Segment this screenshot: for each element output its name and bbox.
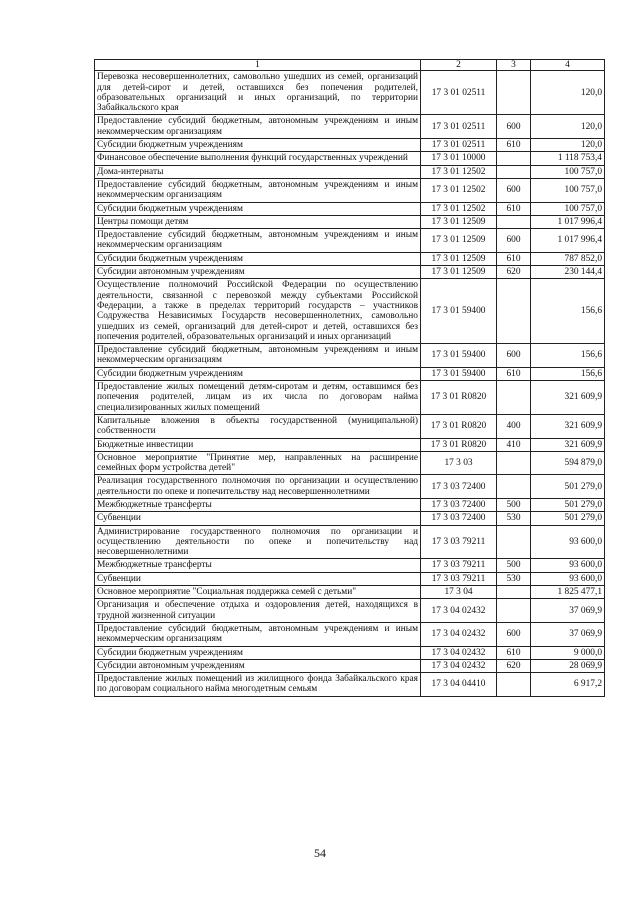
row-code-cell: 17 3 04 04410	[421, 673, 497, 697]
row-sum-cell: 6 917,2	[531, 673, 605, 697]
row-type-cell	[497, 381, 531, 415]
row-name-cell: Субсидии бюджетным учреждениям	[95, 367, 421, 380]
row-type-cell: 500	[497, 498, 531, 511]
table-row	[95, 512, 605, 525]
row-sum-cell: 321 609,9	[531, 414, 605, 438]
table-row	[95, 438, 605, 451]
row-type-cell: 620	[497, 659, 531, 672]
row-code-cell: 17 3 01 12509	[421, 266, 497, 279]
table-row	[95, 71, 605, 115]
table-row	[95, 115, 605, 139]
row-code-cell: 17 3 03 72400	[421, 512, 497, 525]
row-type-cell: 620	[497, 266, 531, 279]
table-header-row	[95, 60, 605, 71]
row-sum-cell: 1 017 996,4	[531, 229, 605, 253]
row-name-cell: Субсидии автономным учреждениям	[95, 659, 421, 672]
row-sum-cell: 501 279,0	[531, 475, 605, 499]
row-sum-cell: 37 069,9	[531, 622, 605, 646]
row-code-cell: 17 3 01 12509	[421, 252, 497, 265]
table-row	[95, 622, 605, 646]
row-name-cell: Капитальные вложения в объекты государственной (муниципальной) собственности	[95, 414, 421, 438]
row-sum-cell: 1 017 996,4	[531, 215, 605, 228]
row-code-cell: 17 3 01 12509	[421, 215, 497, 228]
table-row	[95, 178, 605, 202]
row-type-cell: 400	[497, 414, 531, 438]
row-type-cell: 600	[497, 344, 531, 368]
row-name-cell: Предоставление субсидий бюджетным, автономным учреждениям и иным некоммерческим организациям	[95, 229, 421, 253]
row-name-cell: Предоставление жилых помещений из жилищного фонда Забайкальского края по договорам социального найма многодетным семьям	[95, 673, 421, 697]
row-sum-cell: 156,6	[531, 279, 605, 344]
row-type-cell	[497, 673, 531, 697]
table-row	[95, 599, 605, 623]
row-code-cell: 17 3 01 02511	[421, 139, 497, 152]
row-name-cell: Субсидии бюджетным учреждениям	[95, 646, 421, 659]
row-type-cell: 610	[497, 646, 531, 659]
table-row	[95, 525, 605, 559]
row-code-cell: 17 3 03	[421, 451, 497, 475]
table-row	[95, 586, 605, 599]
row-type-cell: 600	[497, 178, 531, 202]
table-row	[95, 559, 605, 572]
table-row	[95, 646, 605, 659]
row-name-cell: Основное мероприятие "Принятие мер, направленных на расширение семейных форм устройства детей"	[95, 451, 421, 475]
row-sum-cell: 9 000,0	[531, 646, 605, 659]
row-type-cell	[497, 152, 531, 165]
row-name-cell: Предоставление субсидий бюджетным, автономным учреждениям и иным некоммерческим организациям	[95, 622, 421, 646]
row-name-cell: Субсидии бюджетным учреждениям	[95, 139, 421, 152]
row-name-cell: Предоставление субсидий бюджетным, автономным учреждениям и иным некоммерческим организациям	[95, 344, 421, 368]
table-row	[95, 475, 605, 499]
row-type-cell: 500	[497, 559, 531, 572]
row-type-cell	[497, 475, 531, 499]
table-row	[95, 279, 605, 344]
row-type-cell: 610	[497, 252, 531, 265]
row-name-cell: Бюджетные инвестиции	[95, 438, 421, 451]
row-name-cell: Субвенции	[95, 512, 421, 525]
table-row	[95, 414, 605, 438]
row-code-cell: 17 3 04 02432	[421, 599, 497, 623]
row-sum-cell: 230 144,4	[531, 266, 605, 279]
table-row	[95, 139, 605, 152]
row-type-cell: 530	[497, 572, 531, 585]
row-sum-cell: 501 279,0	[531, 498, 605, 511]
table-row	[95, 498, 605, 511]
table-row	[95, 229, 605, 253]
table-row	[95, 381, 605, 415]
row-sum-cell: 156,6	[531, 344, 605, 368]
row-name-cell: Субсидии автономным учреждениям	[95, 266, 421, 279]
row-name-cell: Перевозка несовершеннолетних, самовольно ушедших из семей, организаций для детей-сирот и детей, оставшихся без попечения родителей, образовательных организаций и иных организаций, по территории Забайкальского края	[95, 71, 421, 115]
row-code-cell: 17 3 04 02432	[421, 659, 497, 672]
row-sum-cell: 787 852,0	[531, 252, 605, 265]
table-row	[95, 572, 605, 585]
row-code-cell: 17 3 03 79211	[421, 559, 497, 572]
row-name-cell: Администрирование государственного полномочия по организации и осуществлению деятельности по опеке и попечительству над несовершеннолетними	[95, 525, 421, 559]
row-sum-cell: 321 609,9	[531, 381, 605, 415]
row-name-cell: Основное мероприятие "Социальная поддержка семей с детьми"	[95, 586, 421, 599]
row-code-cell: 17 3 01 R0820	[421, 438, 497, 451]
table-row	[95, 673, 605, 697]
row-type-cell	[497, 451, 531, 475]
row-code-cell: 17 3 01 10000	[421, 152, 497, 165]
table-row	[95, 266, 605, 279]
table-row	[95, 659, 605, 672]
row-name-cell: Субсидии бюджетным учреждениям	[95, 252, 421, 265]
row-name-cell: Предоставление субсидий бюджетным, автономным учреждениям и иным некоммерческим организациям	[95, 115, 421, 139]
row-code-cell: 17 3 01 R0820	[421, 414, 497, 438]
row-sum-cell: 120,0	[531, 71, 605, 115]
row-sum-cell: 1 825 477,1	[531, 586, 605, 599]
row-name-cell: Финансовое обеспечение выполнения функций государственных учреждений	[95, 152, 421, 165]
row-sum-cell: 100 757,0	[531, 202, 605, 215]
row-code-cell: 17 3 01 12502	[421, 178, 497, 202]
row-type-cell: 610	[497, 202, 531, 215]
table-row	[95, 252, 605, 265]
row-sum-cell: 93 600,0	[531, 559, 605, 572]
row-name-cell: Субвенции	[95, 572, 421, 585]
table-row	[95, 367, 605, 380]
row-name-cell: Реализация государственного полномочия по организации и осуществлению деятельности по опеке и попечительству над несовершеннолетними	[95, 475, 421, 499]
row-name-cell: Субсидии бюджетным учреждениям	[95, 202, 421, 215]
row-code-cell: 17 3 01 12509	[421, 229, 497, 253]
row-code-cell: 17 3 01 12502	[421, 202, 497, 215]
table-row	[95, 152, 605, 165]
row-name-cell: Организация и обеспечение отдыха и оздоровления детей, находящихся в трудной жизненной ситуации	[95, 599, 421, 623]
row-name-cell: Осуществление полномочий Российской Федерации по осуществлению деятельности, связанной с перевозкой между субъектами Российской Федерации, а также в пределах территорий государств – участников Содружества Независимых Государств несовершеннолетних, самовольно ушедших из семей, организаций для детей-сирот и детей, оставшихся без попечения родителей, образовательных организаций и иных организаций	[95, 279, 421, 344]
row-name-cell: Межбюджетные трансферты	[95, 498, 421, 511]
row-sum-cell: 100 757,0	[531, 165, 605, 178]
row-code-cell: 17 3 01 59400	[421, 279, 497, 344]
row-type-cell	[497, 279, 531, 344]
header-sum-column: 4	[531, 60, 605, 71]
table-row	[95, 344, 605, 368]
row-sum-cell: 93 600,0	[531, 525, 605, 559]
row-name-cell: Центры помощи детям	[95, 215, 421, 228]
row-sum-cell: 37 069,9	[531, 599, 605, 623]
row-code-cell: 17 3 03 79211	[421, 525, 497, 559]
row-code-cell: 17 3 01 R0820	[421, 381, 497, 415]
row-name-cell: Предоставление субсидий бюджетным, автономным учреждениям и иным некоммерческим организациям	[95, 178, 421, 202]
row-code-cell: 17 3 04	[421, 586, 497, 599]
row-code-cell: 17 3 03 79211	[421, 572, 497, 585]
row-code-cell: 17 3 03 72400	[421, 498, 497, 511]
row-name-cell: Дома-интернаты	[95, 165, 421, 178]
header-name-column: 1	[95, 60, 421, 71]
row-sum-cell: 100 757,0	[531, 178, 605, 202]
row-type-cell: 600	[497, 622, 531, 646]
row-name-cell: Межбюджетные трансферты	[95, 559, 421, 572]
row-sum-cell: 28 069,9	[531, 659, 605, 672]
table-row	[95, 215, 605, 228]
header-code-column: 2	[421, 60, 497, 71]
row-sum-cell: 120,0	[531, 115, 605, 139]
row-code-cell: 17 3 03 72400	[421, 475, 497, 499]
row-code-cell: 17 3 01 12502	[421, 165, 497, 178]
row-type-cell: 530	[497, 512, 531, 525]
row-code-cell: 17 3 04 02432	[421, 646, 497, 659]
row-type-cell: 600	[497, 229, 531, 253]
row-sum-cell: 93 600,0	[531, 572, 605, 585]
row-code-cell: 17 3 01 02511	[421, 71, 497, 115]
table-row	[95, 451, 605, 475]
table-row	[95, 202, 605, 215]
page-number: 54	[314, 846, 326, 860]
row-code-cell: 17 3 01 02511	[421, 115, 497, 139]
row-type-cell	[497, 71, 531, 115]
budget-table	[94, 59, 605, 697]
header-type-column: 3	[497, 60, 531, 71]
row-sum-cell: 501 279,0	[531, 512, 605, 525]
row-type-cell: 410	[497, 438, 531, 451]
row-code-cell: 17 3 01 59400	[421, 367, 497, 380]
row-sum-cell: 120,0	[531, 139, 605, 152]
table-row	[95, 165, 605, 178]
row-type-cell	[497, 599, 531, 623]
row-type-cell	[497, 215, 531, 228]
row-code-cell: 17 3 01 59400	[421, 344, 497, 368]
row-type-cell: 600	[497, 115, 531, 139]
row-type-cell: 610	[497, 367, 531, 380]
table-body	[95, 71, 605, 696]
row-sum-cell: 156,6	[531, 367, 605, 380]
row-sum-cell: 321 609,9	[531, 438, 605, 451]
row-code-cell: 17 3 04 02432	[421, 622, 497, 646]
row-type-cell	[497, 525, 531, 559]
row-type-cell	[497, 165, 531, 178]
row-sum-cell: 1 118 753,4	[531, 152, 605, 165]
row-sum-cell: 594 879,0	[531, 451, 605, 475]
row-type-cell	[497, 586, 531, 599]
row-type-cell: 610	[497, 139, 531, 152]
row-name-cell: Предоставление жилых помещений детям-сиротам и детям, оставшимся без попечения родителей, лицам из их числа по договорам найма специализированных жилых помещений	[95, 381, 421, 415]
